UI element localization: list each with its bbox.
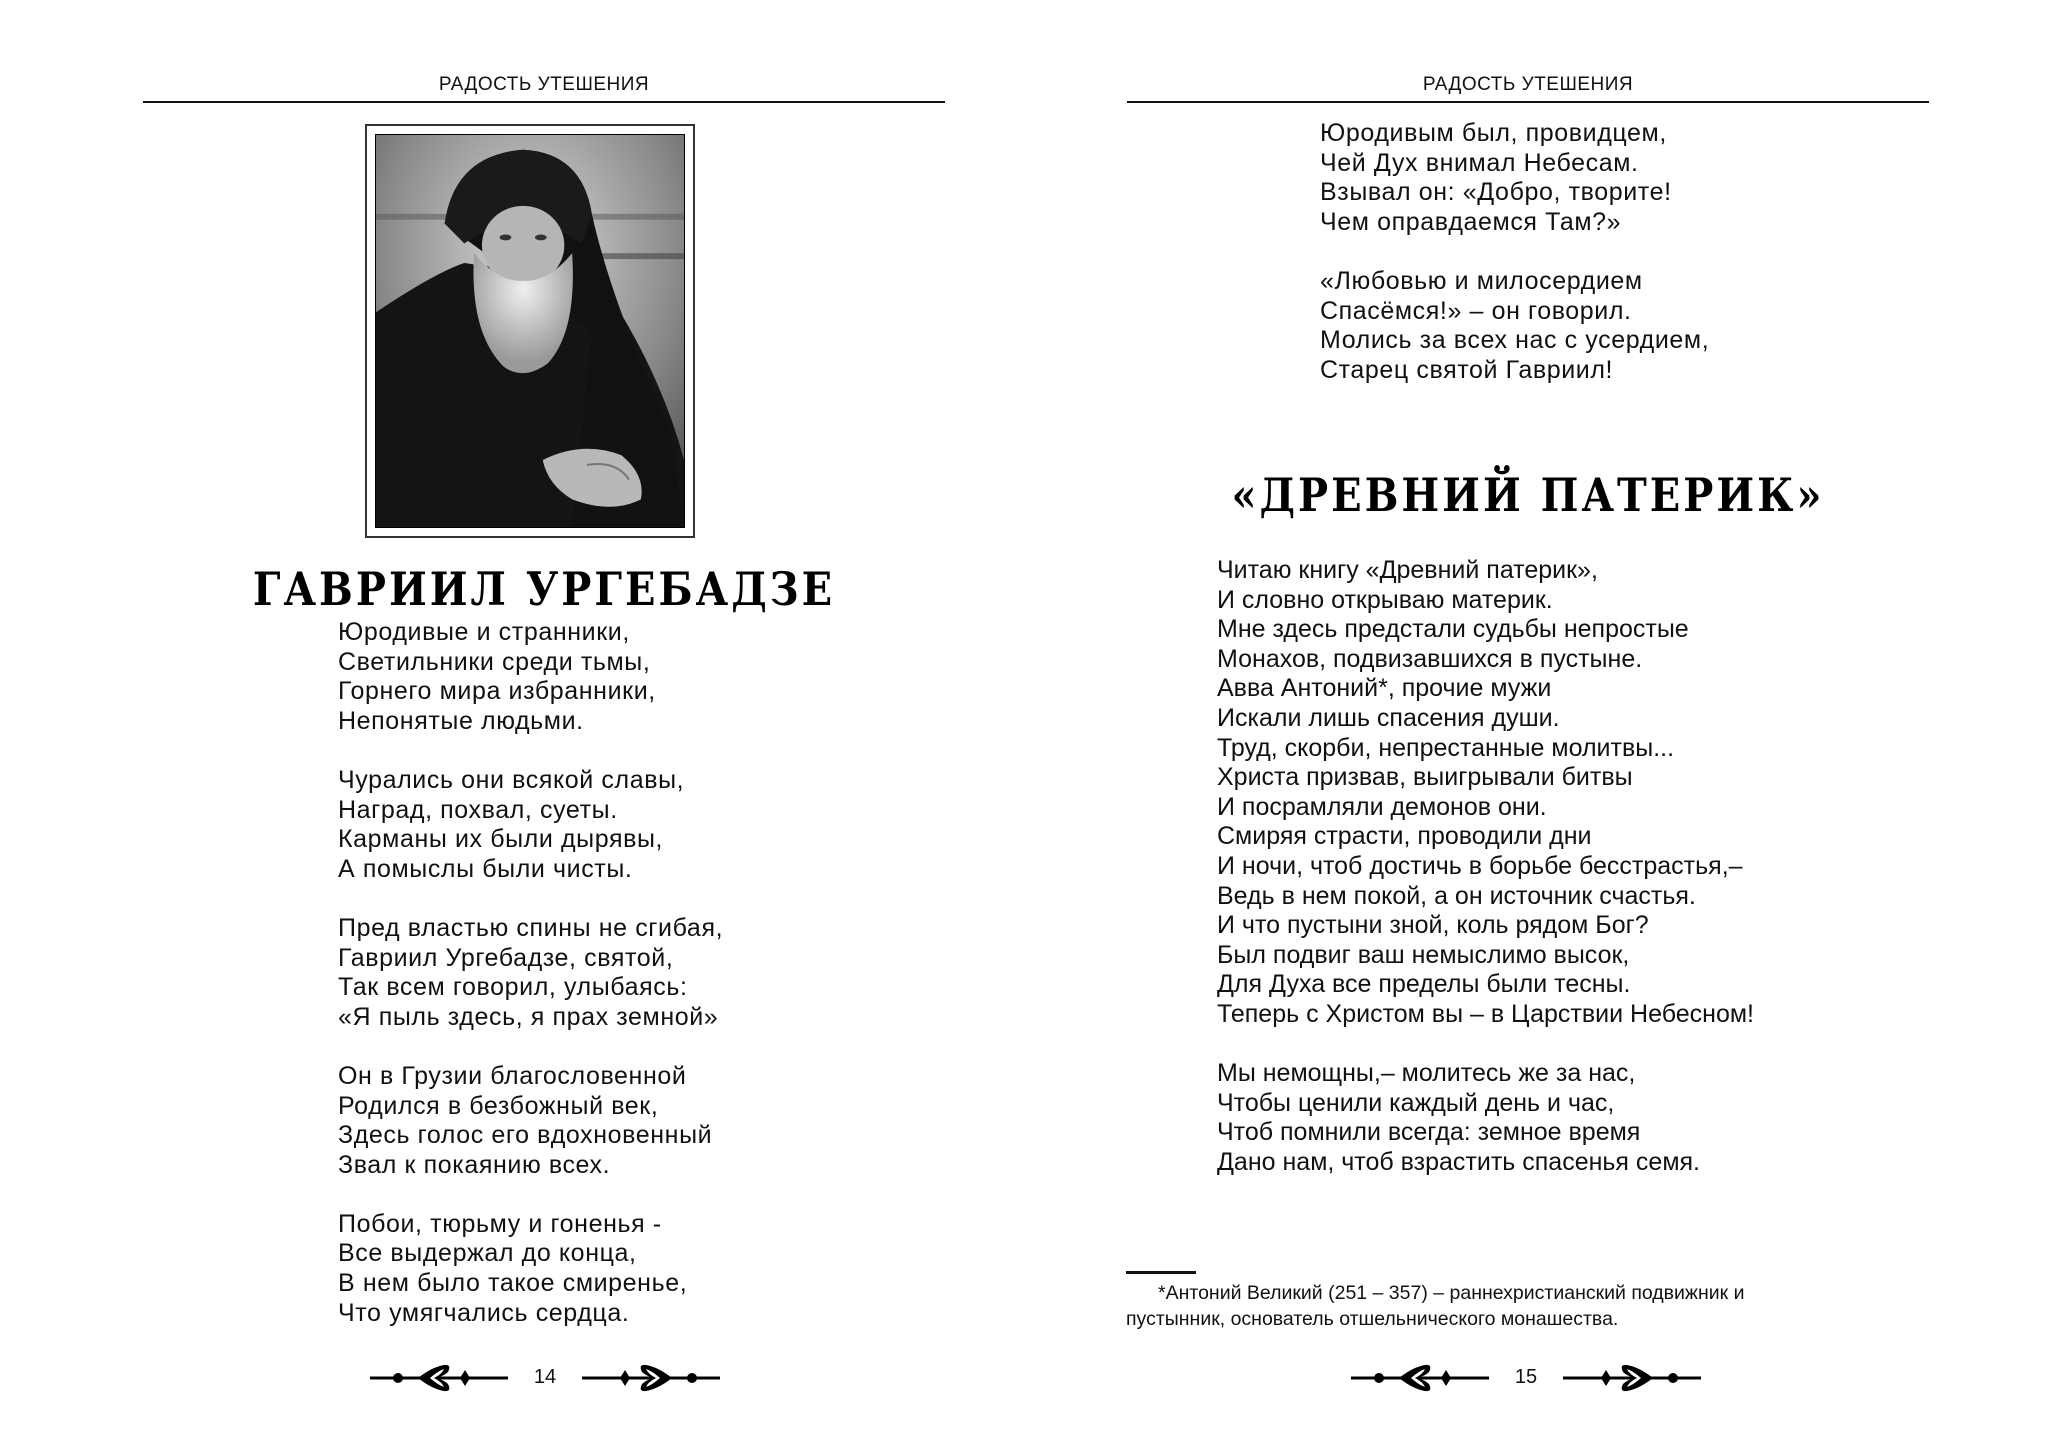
page-folio — [370, 1363, 720, 1393]
poem-line: Старец святой Гавриил! — [1320, 355, 1614, 384]
fleuron-ornament-icon — [582, 1363, 720, 1393]
poem-line: «Любовью и милосердием — [1320, 266, 1643, 295]
poem-line: Так всем говорил, улыбаясь: — [338, 973, 688, 1002]
poem-line: Для Духа все пределы были тесны. — [1217, 970, 1631, 999]
stanza — [338, 1062, 723, 1180]
footnote-line: *Антоний Великий (251 – 357) – раннехристианский подвижник и — [1158, 1282, 1745, 1304]
poem-line: Читаю книгу «Древний патерик», — [1217, 556, 1598, 584]
page-number: 15 — [1514, 1366, 1538, 1388]
poem-line: Здесь голос его вдохновенный — [338, 1121, 713, 1150]
poem-continuation — [1320, 119, 1709, 415]
poem-title: «ДРЕВНИЙ ПАТЕРИК» — [1231, 468, 1825, 523]
stanza — [338, 618, 723, 736]
poem-line: И словно открываю материк. — [1217, 585, 1553, 614]
poem-line: Взывал он: «Добро, творите! — [1320, 178, 1672, 207]
poem-line: Карманы их были дырявы, — [338, 825, 664, 854]
portrait-photo-frame — [365, 124, 695, 538]
poem-line: В нем было такое смиренье, — [338, 1269, 688, 1298]
poem-line: Юродивым был, провидцем, — [1320, 119, 1667, 147]
poem-body — [338, 618, 723, 1358]
poem-line: Мы немощны,– молитесь же за нас, — [1217, 1059, 1636, 1088]
footnote-rule — [1126, 1271, 1196, 1274]
stanza — [1217, 1059, 1754, 1177]
poem-line: Мне здесь предстали судьбы непростые — [1217, 615, 1689, 644]
poem-line: Дано нам, чтоб взрастить спасенья семя. — [1217, 1147, 1700, 1176]
poem-line: Молись за всех нас с усердием, — [1320, 326, 1710, 355]
poem-line: Ведь в нем покой, а он источник счастья. — [1217, 881, 1696, 910]
poem-line: Авва Антоний*, прочие мужи — [1217, 674, 1552, 703]
poem-line: Он в Грузии благословенной — [338, 1061, 687, 1090]
poem-line: Звал к покаянию всех. — [338, 1150, 611, 1179]
poem-line: Что умягчались сердца. — [338, 1298, 630, 1327]
poem-line: Наград, похвал, суеты. — [338, 795, 618, 824]
poem-line: Христа призвав, выигрывали битвы — [1217, 763, 1633, 792]
poem-line: Спасёмся!» – он говорил. — [1320, 296, 1632, 325]
portrait-image-icon — [376, 135, 684, 527]
poem-line: Пред властью спины не сгибая, — [338, 913, 724, 942]
poem-line: Все выдержал до конца, — [338, 1239, 637, 1268]
portrait-photo — [375, 134, 685, 528]
poem-line: Труд, скорби, непрестанные молитвы... — [1217, 733, 1675, 762]
stanza — [338, 1210, 723, 1328]
footnote-line: пустынник, основатель отшельнического монашества. — [1126, 1308, 1619, 1330]
poem-body — [1217, 556, 1754, 1207]
header-rule — [143, 101, 945, 103]
poem-line: «Я пыль здесь, я прах земной» — [338, 1002, 719, 1031]
poem-title: ГАВРИИЛ УРГЕБАДЗЕ — [252, 562, 836, 617]
stanza — [1320, 267, 1709, 385]
page-folio — [1351, 1363, 1701, 1393]
poem-line: И посрамляли демонов они. — [1217, 792, 1547, 821]
header-rule — [1127, 101, 1929, 103]
right-page — [1029, 0, 2058, 1454]
poem-line: Чей Дух внимал Небесам. — [1320, 148, 1639, 177]
poem-line: Юродивые и странники, — [338, 618, 630, 646]
poem-line: Светильники среди тьмы, — [338, 647, 651, 676]
stanza — [1217, 556, 1754, 1030]
poem-line: Теперь с Христом вы – в Царствии Небесном! — [1217, 999, 1754, 1028]
poem-line: Родился в безбожный век, — [338, 1091, 659, 1120]
poem-line: Горнего мира избранники, — [338, 677, 656, 706]
poem-line: Искали лишь спасения души. — [1217, 703, 1560, 732]
running-head: РАДОСТЬ УТЕШЕНИЯ — [1422, 74, 1634, 95]
footnote — [1126, 1280, 1928, 1332]
poem-line: Гавриил Ургебадзе, святой, — [338, 943, 674, 972]
poem-line: Чтоб помнили всегда: земное время — [1217, 1118, 1641, 1147]
poem-line: Чтобы ценили каждый день и час, — [1217, 1088, 1615, 1117]
poem-line: Смиряя страсти, проводили дни — [1217, 822, 1592, 851]
fleuron-ornament-icon — [1563, 1363, 1701, 1393]
poem-line: Непонятые людьми. — [338, 706, 584, 735]
stanza — [338, 766, 723, 884]
running-head: РАДОСТЬ УТЕШЕНИЯ — [438, 74, 650, 95]
poem-line: И ночи, чтоб достичь в борьбе бесстрастья,– — [1217, 851, 1743, 880]
poem-line: И что пустыни зной, коль рядом Бог? — [1217, 911, 1649, 940]
poem-line: Был подвиг ваш немыслимо высок, — [1217, 940, 1630, 969]
poem-line: Побои, тюрьму и гоненья - — [338, 1209, 662, 1238]
stanza — [338, 914, 723, 1032]
stanza — [1320, 119, 1709, 237]
page-number: 14 — [533, 1366, 557, 1388]
poem-line: Чем оправдаемся Там?» — [1320, 207, 1622, 236]
poem-line: Монахов, подвизавшихся в пустыне. — [1217, 644, 1643, 673]
poem-line: Чурались они всякой славы, — [338, 765, 685, 794]
poem-line: А помыслы были чисты. — [338, 854, 633, 883]
